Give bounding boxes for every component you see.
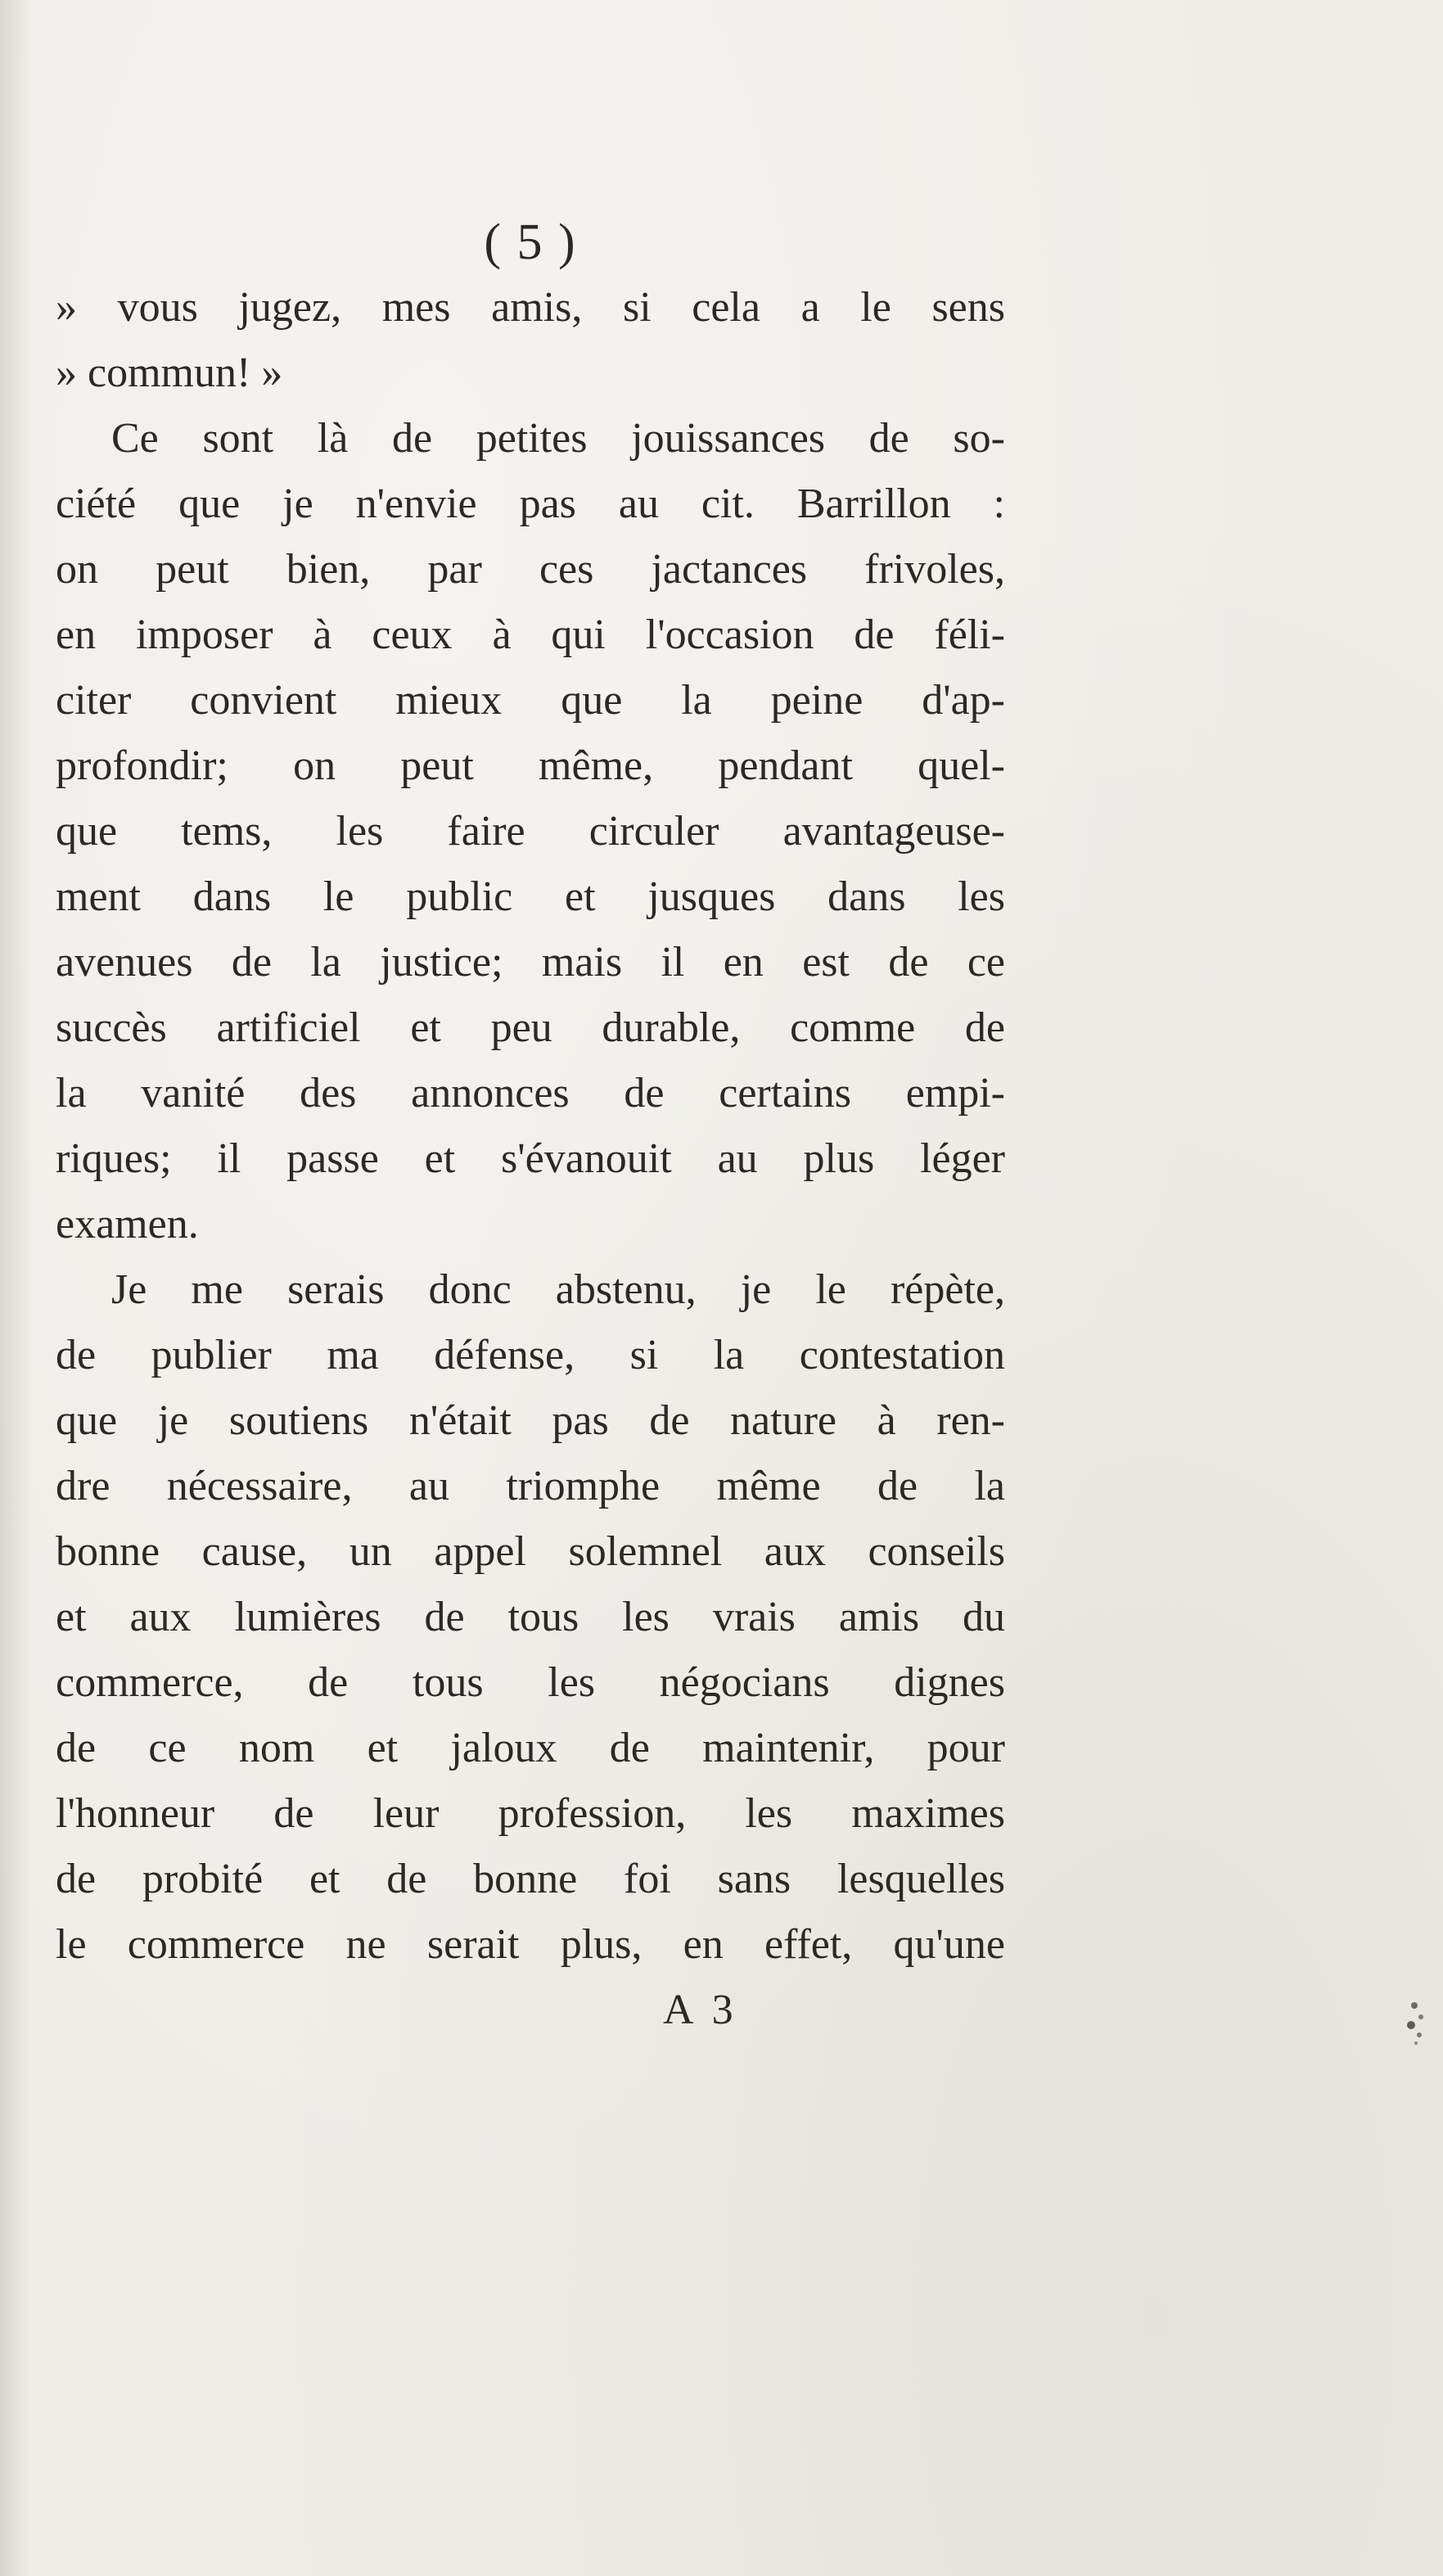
- text-line-12: succès artificiel et peu durable, comme de: [56, 1004, 1005, 1051]
- text-line-14: riques; il passe et s'évanouit au plus léger: [56, 1135, 1005, 1182]
- text-line-2: » commun! »: [56, 350, 283, 396]
- text-line-13: la vanité des annonces de certains empi-: [56, 1070, 1005, 1117]
- text-line-6: en imposer à ceux à qui l'occasion de féli-: [56, 611, 1005, 658]
- text-line-1: » vous jugez, mes amis, si cela a le sens: [56, 284, 1005, 331]
- text-line-20: bonne cause, un appel solemnel aux conseils: [56, 1528, 1005, 1575]
- text-line-18: que je soutiens n'était pas de nature à ren-: [56, 1397, 1005, 1444]
- paper-speck: [1400, 1989, 1432, 2055]
- text-line-24: l'honneur de leur profession, les maximes: [56, 1790, 1005, 1837]
- text-line-17: de publier ma défense, si la contestation: [56, 1332, 1005, 1378]
- text-line-19: dre nécessaire, au triomphe même de la: [56, 1463, 1005, 1509]
- page-number: ( 5 ): [484, 214, 577, 270]
- text-line-21: et aux lumières de tous les vrais amis du: [56, 1594, 1005, 1640]
- page-edge-shadow: [0, 0, 33, 2576]
- text-line-9: que tems, les faire circuler avantageuse-: [56, 808, 1005, 855]
- text-line-4: ciété que je n'envie pas au cit. Barrillon :: [56, 480, 1005, 527]
- text-line-26: le commerce ne serait plus, en effet, qu'une: [56, 1921, 1005, 1968]
- text-line-23: de ce nom et jaloux de maintenir, pour: [56, 1725, 1005, 1771]
- text-line-8: profondir; on peut même, pendant quel-: [56, 742, 1005, 789]
- text-line-25: de probité et de bonne foi sans lesquelles: [56, 1856, 1005, 1902]
- text-line-15: examen.: [56, 1201, 199, 1247]
- text-line-3: Ce sont là de petites jouissances de so-: [111, 415, 1005, 462]
- text-line-10: ment dans le public et jusques dans les: [56, 873, 1005, 920]
- signature-mark: A 3: [663, 1987, 738, 2033]
- text-line-7: citer convient mieux que la peine d'ap-: [56, 677, 1005, 724]
- text-line-5: on peut bien, par ces jactances frivoles,: [56, 546, 1005, 593]
- text-line-16: Je me serais donc abstenu, je le répète,: [111, 1266, 1005, 1313]
- text-line-11: avenues de la justice; mais il en est de ce: [56, 939, 1005, 986]
- text-line-22: commerce, de tous les négocians dignes: [56, 1659, 1005, 1706]
